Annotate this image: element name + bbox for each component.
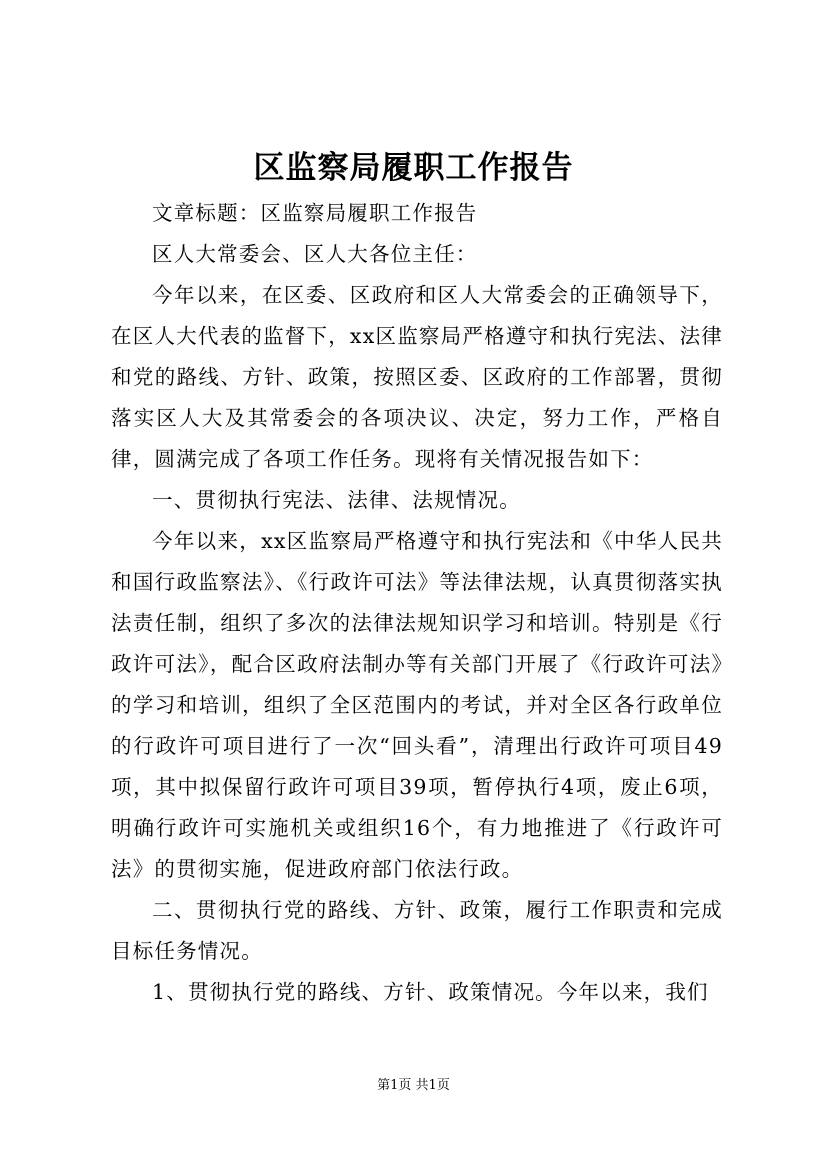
section-heading-2: 二、贯彻执行党的路线、方针、政策，履行工作职责和完成目标任务情况。: [111, 898, 723, 963]
paragraph-article-title: 文章标题：区监察局履职工作报告: [152, 201, 478, 225]
paragraph-section-1: 今年以来，xx区监察局严格遵守和执行宪法和《中华人民共和国行政监察法》、《行政许可法》等法律法规，认真贯彻落实执法责任制，组织了多次的法律法规知识学习和培训。特别是《行政许可法》，配合区政府法制办等有关部门开展了《行政许可法》的学习和培训，组织了全区范围内的考试，并对全区各行政单位的行政许可项目进行了一次“回头看”，清理出行政许可项目49项，其中拟保留行政许可项目39项，暂停执行4项，废止6项，明确行政许可实施机关或组织16个，有力地推进了《行政许可法》的贯彻实施，促进政府部门依法行政。: [111, 529, 723, 881]
document-title: 区监察局履职工作报告: [253, 150, 574, 186]
paragraph-salutation: 区人大常委会、区人大各位主任：: [152, 242, 478, 266]
paragraph-intro: 今年以来，在区委、区政府和区人大常委会的正确领导下，在区人大代表的监督下，xx区监察局严格遵守和执行宪法、法律和党的路线、方针、政策，按照区委、区政府的工作部署，贯彻落实区人大及其常委会的各项决议、决定，努力工作，严格自律，圆满完成了各项工作任务。现将有关情况报告如下：: [111, 283, 723, 471]
page-footer: 第1页 共1页: [377, 1078, 450, 1093]
section-heading-1: 一、贯彻执行宪法、法律、法规情况。: [152, 488, 521, 512]
document-body: [111, 193, 723, 1013]
paragraph-section-2-1: 1、贯彻执行党的路线、方针、政策情况。今年以来，我们: [152, 980, 709, 1004]
